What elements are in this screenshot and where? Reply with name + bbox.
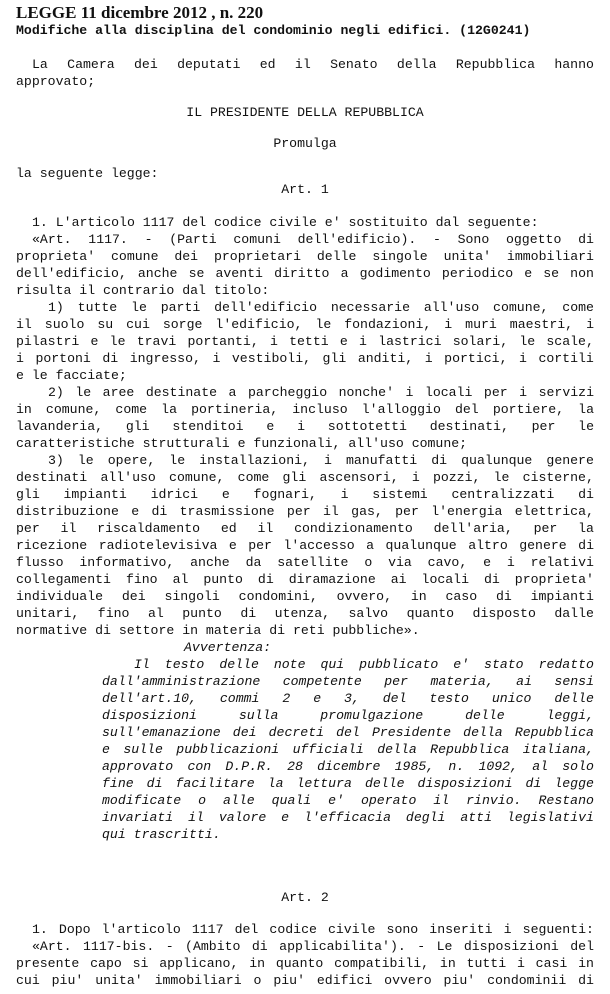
avvertenza-line: dell'art.10, commi 2 e 3, del testo unico delle xyxy=(102,691,594,706)
art1-line: il suolo su cui sorge l'edificio, le fondazioni, i muri maestri, i xyxy=(16,317,594,332)
art1-line: 3) le opere, le installazioni, i manufatti di qualunque genere xyxy=(48,453,594,468)
law-subtitle: Modifiche alla disciplina del condominio negli edifici. (12G0241) xyxy=(16,23,531,38)
avvertenza-line: sull'emanazione dei decreti del Presidente della Repubblica xyxy=(102,725,594,740)
art1-line: individuale dei singoli condomini, ovvero, in caso di impianti xyxy=(16,589,594,604)
promulga-heading: Promulga xyxy=(273,136,337,151)
art1-line: destinati all'uso comune, come gli ascensori, i pozzi, le cisterne, xyxy=(16,470,594,485)
avvertenza-line: dall'amministrazione competente per materia, ai sensi xyxy=(102,674,594,689)
art2-line: 1. Dopo l'articolo 1117 del codice civile sono inseriti i seguenti: xyxy=(32,922,594,937)
art1-line: 1) tutte le parti dell'edificio necessarie all'uso comune, come xyxy=(48,300,594,315)
art1-line: 2) le aree destinate a parcheggio nonche' i locali per i servizi xyxy=(48,385,594,400)
art1-line: flusso informativo, anche da satellite o via cavo, e i relativi xyxy=(16,555,594,570)
art2-line: presente capo si applicano, in quanto compatibili, in tutti i casi in xyxy=(16,956,594,971)
art1-line: lavanderia, gli stenditoi e i sottotetti destinati, per le xyxy=(16,419,594,434)
art1-line: gli impianti idrici e fognari, i sistemi centralizzati di xyxy=(16,487,594,502)
avvertenza-line: disposizioni sulla promulgazione delle leggi, xyxy=(102,708,594,723)
avvertenza-line: e sulle pubblicazioni ufficiali della Repubblica italiana, xyxy=(102,742,594,757)
art2-heading: Art. 2 xyxy=(281,890,329,905)
art1-line: proprieta' comune dei proprietari delle singole unita' immobiliari xyxy=(16,249,594,264)
art1-line: unitari, fino al punto di utenza, salvo quanto disposto dalle xyxy=(16,606,594,621)
art1-line: caratteristiche strutturali e funzionali, all'uso comune; xyxy=(16,436,468,451)
art1-line: e le facciate; xyxy=(16,368,127,383)
art1-heading: Art. 1 xyxy=(281,182,329,197)
avvertenza-line: invariati il valore e l'efficacia degli atti legislativi xyxy=(102,810,594,825)
avvertenza-line: Il testo delle note qui pubblicato e' stato redatto xyxy=(134,657,594,672)
art1-line: in comune, come la portineria, incluso l'alloggio del portiere, la xyxy=(16,402,594,417)
art1-line: pilastri e le travi portanti, i tetti e i lastrici solari, le scale, xyxy=(16,334,594,349)
preamble-line: La Camera dei deputati ed il Senato della Repubblica hanno xyxy=(32,57,594,72)
avvertenza-heading: Avvertenza: xyxy=(184,640,272,655)
art1-line: dell'edificio, anche se aventi diritto a godimento periodico e se non xyxy=(16,266,594,281)
art2-line: «Art. 1117-bis. - (Ambito di applicabilita'). - Le disposizioni del xyxy=(32,939,594,954)
art1-line: distribuzione e di trasmissione per il gas, per l'energia elettrica, xyxy=(16,504,594,519)
law-title: LEGGE 11 dicembre 2012 , n. 220 xyxy=(16,3,264,22)
art1-line: normative di settore in materia di reti pubbliche». xyxy=(16,623,420,638)
art2-line: cui piu' unita' immobiliari o piu' edifici ovvero piu' condominii di xyxy=(16,973,594,988)
avvertenza-line: approvato con D.P.R. 28 dicembre 1985, n. 1092, al solo xyxy=(102,759,594,774)
president-heading: IL PRESIDENTE DELLA REPUBBLICA xyxy=(186,105,424,120)
avvertenza-line: modificate o alle quali e' operato il rinvio. Restano xyxy=(102,793,594,808)
avvertenza-line: fine di facilitare la lettura delle disposizioni di legge xyxy=(102,776,594,791)
art1-line: «Art. 1117. - (Parti comuni dell'edificio). - Sono oggetto di xyxy=(32,232,594,247)
art1-line: per il riscaldamento ed il condizionamento dell'aria, per la xyxy=(16,521,594,536)
intro-line: la seguente legge: xyxy=(16,166,159,181)
avvertenza-line: qui trascritti. xyxy=(102,827,221,842)
art1-line: 1. L'articolo 1117 del codice civile e' sostituito dal seguente: xyxy=(32,215,539,230)
art1-line: ricezione radiotelevisiva e per l'accesso a qualunque altro genere di xyxy=(16,538,594,553)
art1-line: collegamenti fino al punto di diramazione ai locali di proprieta' xyxy=(16,572,594,587)
art1-line: i portoni di ingresso, i vestiboli, gli anditi, i portici, i cortili xyxy=(16,351,594,366)
art1-line: risulta il contrario dal titolo: xyxy=(16,283,270,298)
preamble-line: approvato; xyxy=(16,74,96,89)
